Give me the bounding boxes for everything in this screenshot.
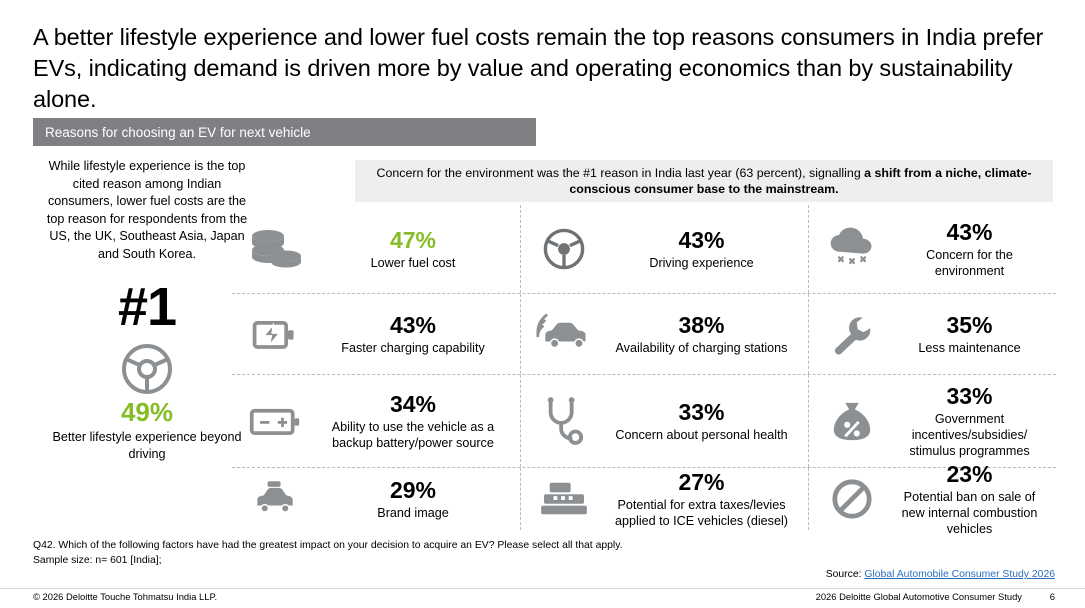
reason-label: Government incentives/subsidies/ stimulus programmes bbox=[909, 412, 1030, 458]
copyright-text: © 2026 Deloitte Touche Tohmatsu India LLP. bbox=[33, 591, 218, 602]
reason-percent: 33% bbox=[678, 399, 725, 425]
reason-label: Less maintenance bbox=[918, 341, 1021, 355]
banner-text-bold: a shift from a niche, climate-conscious consumer base to the mainstream. bbox=[569, 166, 1032, 196]
reason-text bbox=[891, 219, 1052, 279]
car-charging-icon bbox=[525, 313, 603, 355]
reason-label: Lower fuel cost bbox=[370, 256, 456, 270]
reason-cell bbox=[232, 375, 520, 467]
banner-text bbox=[367, 165, 1041, 197]
reason-cell bbox=[520, 294, 808, 374]
reason-text bbox=[891, 383, 1052, 459]
section-header-label: Reasons for choosing an EV for next vehicle bbox=[45, 124, 311, 140]
reason-cell bbox=[808, 461, 1056, 536]
battery-icon bbox=[236, 403, 314, 439]
grid-row bbox=[232, 461, 1056, 536]
left-panel-percent: 49% bbox=[120, 397, 174, 427]
source-link[interactable]: Global Automobile Consumer Study 2026 bbox=[864, 569, 1055, 580]
reason-percent: 43% bbox=[946, 219, 993, 245]
wrench-icon bbox=[813, 312, 891, 356]
reason-percent: 27% bbox=[678, 469, 725, 495]
reasons-grid bbox=[232, 205, 1056, 536]
charging-battery-icon bbox=[236, 313, 314, 355]
reason-cell bbox=[520, 375, 808, 467]
reason-cell bbox=[232, 468, 520, 530]
coins-icon bbox=[236, 226, 314, 272]
reason-text bbox=[603, 399, 804, 443]
page-number: 6 bbox=[1049, 591, 1055, 602]
reason-label: Brand image bbox=[377, 506, 449, 520]
reason-cell bbox=[232, 205, 520, 293]
reason-percent: 38% bbox=[678, 312, 725, 338]
reason-text bbox=[603, 312, 804, 356]
taxi-icon bbox=[236, 479, 314, 519]
steering-wheel-icon bbox=[525, 227, 603, 271]
reason-text bbox=[314, 477, 516, 521]
stethoscope-icon bbox=[525, 397, 603, 445]
reason-text bbox=[891, 312, 1052, 356]
steering-wheel-icon bbox=[33, 343, 261, 395]
reason-cell bbox=[520, 468, 808, 530]
no-entry-icon bbox=[813, 478, 891, 520]
reason-percent: 29% bbox=[389, 477, 437, 503]
page-title: A better lifestyle experience and lower fuel costs remain the top reasons consumers in India prefer EVs, indicating demand is driven more by value and operating economics than by sustainability alone. bbox=[33, 24, 1044, 112]
reason-cell bbox=[808, 205, 1056, 293]
reason-text bbox=[603, 227, 804, 271]
reason-percent: 23% bbox=[946, 461, 993, 487]
banner-text-plain: Concern for the environment was the #1 reason in India last year (63 percent), signalling bbox=[376, 166, 865, 180]
source-prefix: Source: bbox=[825, 569, 865, 580]
money-bag-percent-icon bbox=[813, 399, 891, 443]
banner-note bbox=[355, 160, 1053, 202]
reason-text bbox=[314, 312, 516, 356]
reason-label: Driving experience bbox=[649, 256, 754, 270]
left-panel-label: Better lifestyle experience beyond driving bbox=[52, 430, 242, 461]
reason-percent: 43% bbox=[678, 227, 725, 253]
left-panel-note: While lifestyle experience is the top cited reason among Indian consumers, lower fuel costs are the top reason for respondents from the US, the UK, Southeast Asia, Japan and South Korea. bbox=[46, 159, 248, 261]
reason-label: Potential ban on sale of new internal combustion vehicles bbox=[901, 490, 1038, 536]
footer-study-title: 2026 Deloitte Global Automotive Consumer Study bbox=[815, 591, 1022, 602]
reason-percent: 47% bbox=[389, 227, 437, 253]
reason-label: Faster charging capability bbox=[341, 341, 485, 355]
reason-label: Ability to use the vehicle as a backup battery/power source bbox=[331, 420, 495, 450]
reason-label: Availability of charging stations bbox=[615, 341, 788, 355]
footnote-question: Q42. Which of the following factors have had the greatest impact on your decision to acquire an EV? Please select all that apply. bbox=[33, 540, 623, 551]
reason-text bbox=[891, 461, 1052, 537]
reason-percent: 33% bbox=[946, 383, 993, 409]
footnote-sample: Sample size: n= 601 [India]; bbox=[33, 555, 162, 566]
reason-label: Potential for extra taxes/levies applied to ICE vehicles (diesel) bbox=[615, 498, 788, 528]
reason-percent: 34% bbox=[389, 391, 437, 417]
reason-cell bbox=[808, 375, 1056, 467]
grid-row bbox=[232, 293, 1056, 374]
cloud-snow-icon bbox=[813, 227, 891, 271]
reason-percent: 35% bbox=[946, 312, 993, 338]
reason-cell bbox=[520, 205, 808, 293]
reason-label: Concern about personal health bbox=[615, 428, 788, 442]
rank-number: #1 bbox=[117, 277, 177, 337]
reason-label: Concern for the environment bbox=[926, 248, 1013, 278]
left-summary-panel bbox=[33, 158, 261, 461]
section-header-bar bbox=[33, 118, 536, 146]
reason-text bbox=[314, 227, 516, 271]
cash-register-icon bbox=[525, 479, 603, 519]
reason-text bbox=[603, 469, 804, 529]
grid-row bbox=[232, 205, 1056, 293]
reason-cell bbox=[808, 294, 1056, 374]
reason-text bbox=[314, 391, 516, 451]
footnote bbox=[33, 538, 623, 568]
reason-percent: 43% bbox=[389, 312, 437, 338]
grid-row bbox=[232, 374, 1056, 467]
source-line bbox=[826, 569, 1055, 580]
reason-cell bbox=[232, 294, 520, 374]
